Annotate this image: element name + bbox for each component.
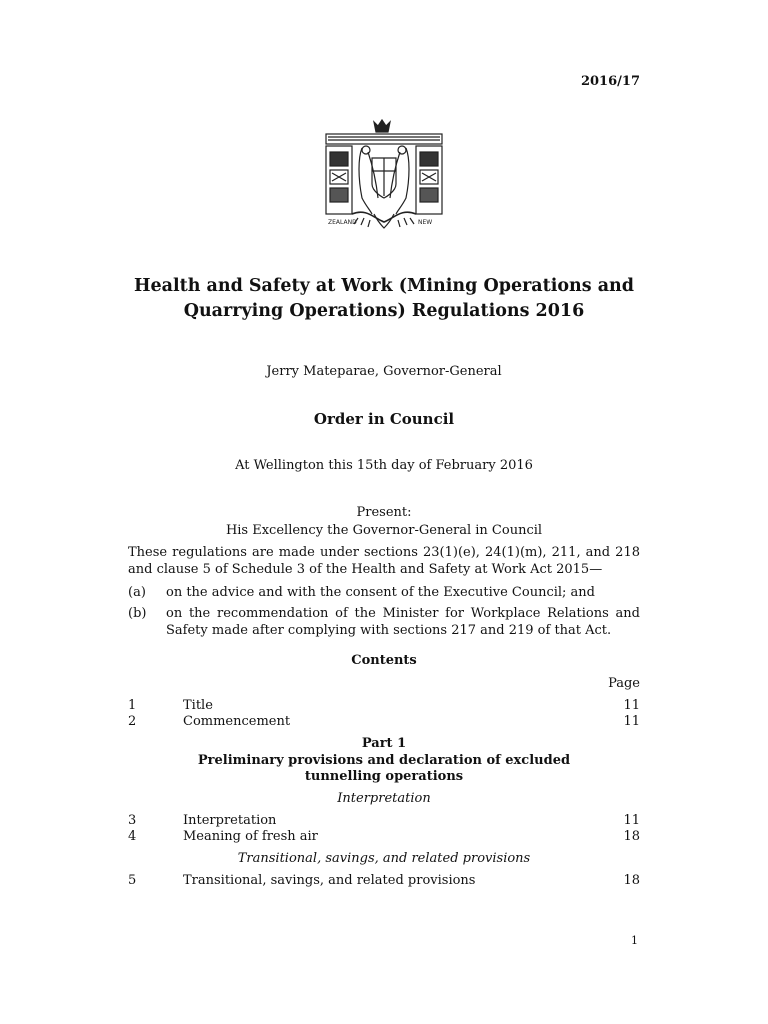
- entry-label: Interpretation: [183, 813, 277, 828]
- part-label: Part 1: [361, 736, 407, 751]
- entry-page: 11: [623, 813, 640, 828]
- contents-heading: Contents: [351, 653, 417, 668]
- present-text: His Excellency the Governor-General in Council: [225, 523, 543, 538]
- present-label: Present:: [356, 505, 412, 520]
- page-number: 1: [631, 934, 638, 947]
- regulation-title: Health and Safety at Work (Mining Operations and Quarrying Operations) Regulations 2016: [133, 276, 635, 321]
- entry-label: Title: [183, 698, 213, 713]
- paragraph-label: (b): [128, 606, 147, 621]
- contents-entry[interactable]: [128, 698, 640, 715]
- part-title: Preliminary provisions and declaration of excluded tunnelling operations: [197, 752, 571, 784]
- entry-number: 4: [128, 829, 137, 844]
- place-and-date: At Wellington this 15th day of February 2016: [235, 458, 533, 473]
- paragraph-b: [128, 605, 640, 639]
- subheading-transitional: Transitional, savings, and related provisions: [237, 851, 531, 866]
- page-column-heading: Page: [608, 676, 640, 691]
- coat-of-arms-icon: [322, 118, 446, 230]
- entry-page: 18: [623, 829, 640, 844]
- paragraph-text: on the advice and with the consent of the Executive Council; and: [166, 585, 596, 600]
- subheading-interpretation: Interpretation: [337, 791, 431, 806]
- entry-number: 3: [128, 813, 137, 828]
- present-block: [128, 504, 640, 540]
- entry-page: 11: [623, 698, 640, 713]
- contents-entry[interactable]: [128, 813, 640, 830]
- paragraph-label: (a): [128, 585, 146, 600]
- part-heading: [128, 736, 640, 786]
- entry-page: 18: [623, 873, 640, 888]
- order-in-council-heading: Order in Council: [313, 410, 455, 428]
- contents-entry[interactable]: [128, 873, 640, 890]
- entry-number: 5: [128, 873, 137, 888]
- contents-entry[interactable]: [128, 829, 640, 846]
- paragraph-text: on the recommendation of the Minister for Workplace Relations and Safety made after complying with sections 217 and 219 of that Act.: [166, 606, 640, 638]
- entry-label: Meaning of fresh air: [183, 829, 318, 844]
- entry-page: 11: [623, 714, 640, 729]
- entry-number: 2: [128, 714, 137, 729]
- entry-number: 1: [128, 698, 137, 713]
- contents-entry[interactable]: [128, 714, 640, 731]
- svg-text:ZEALAND: ZEALAND: [328, 219, 357, 226]
- governor-general-line: Jerry Mateparae, Governor-General: [266, 364, 502, 379]
- paragraph-a: [128, 584, 640, 601]
- entry-label: Commencement: [183, 714, 291, 729]
- enacting-statement: These regulations are made under sections 23(1)(e), 24(1)(m), 211, and 218 and clause 5 of Schedule 3 of the Health and Safety at Work Act 2015—: [128, 545, 640, 577]
- document-number: 2016/17: [580, 74, 640, 89]
- svg-text:NEW: NEW: [418, 219, 433, 226]
- entry-label: Transitional, savings, and related provisions: [183, 873, 476, 888]
